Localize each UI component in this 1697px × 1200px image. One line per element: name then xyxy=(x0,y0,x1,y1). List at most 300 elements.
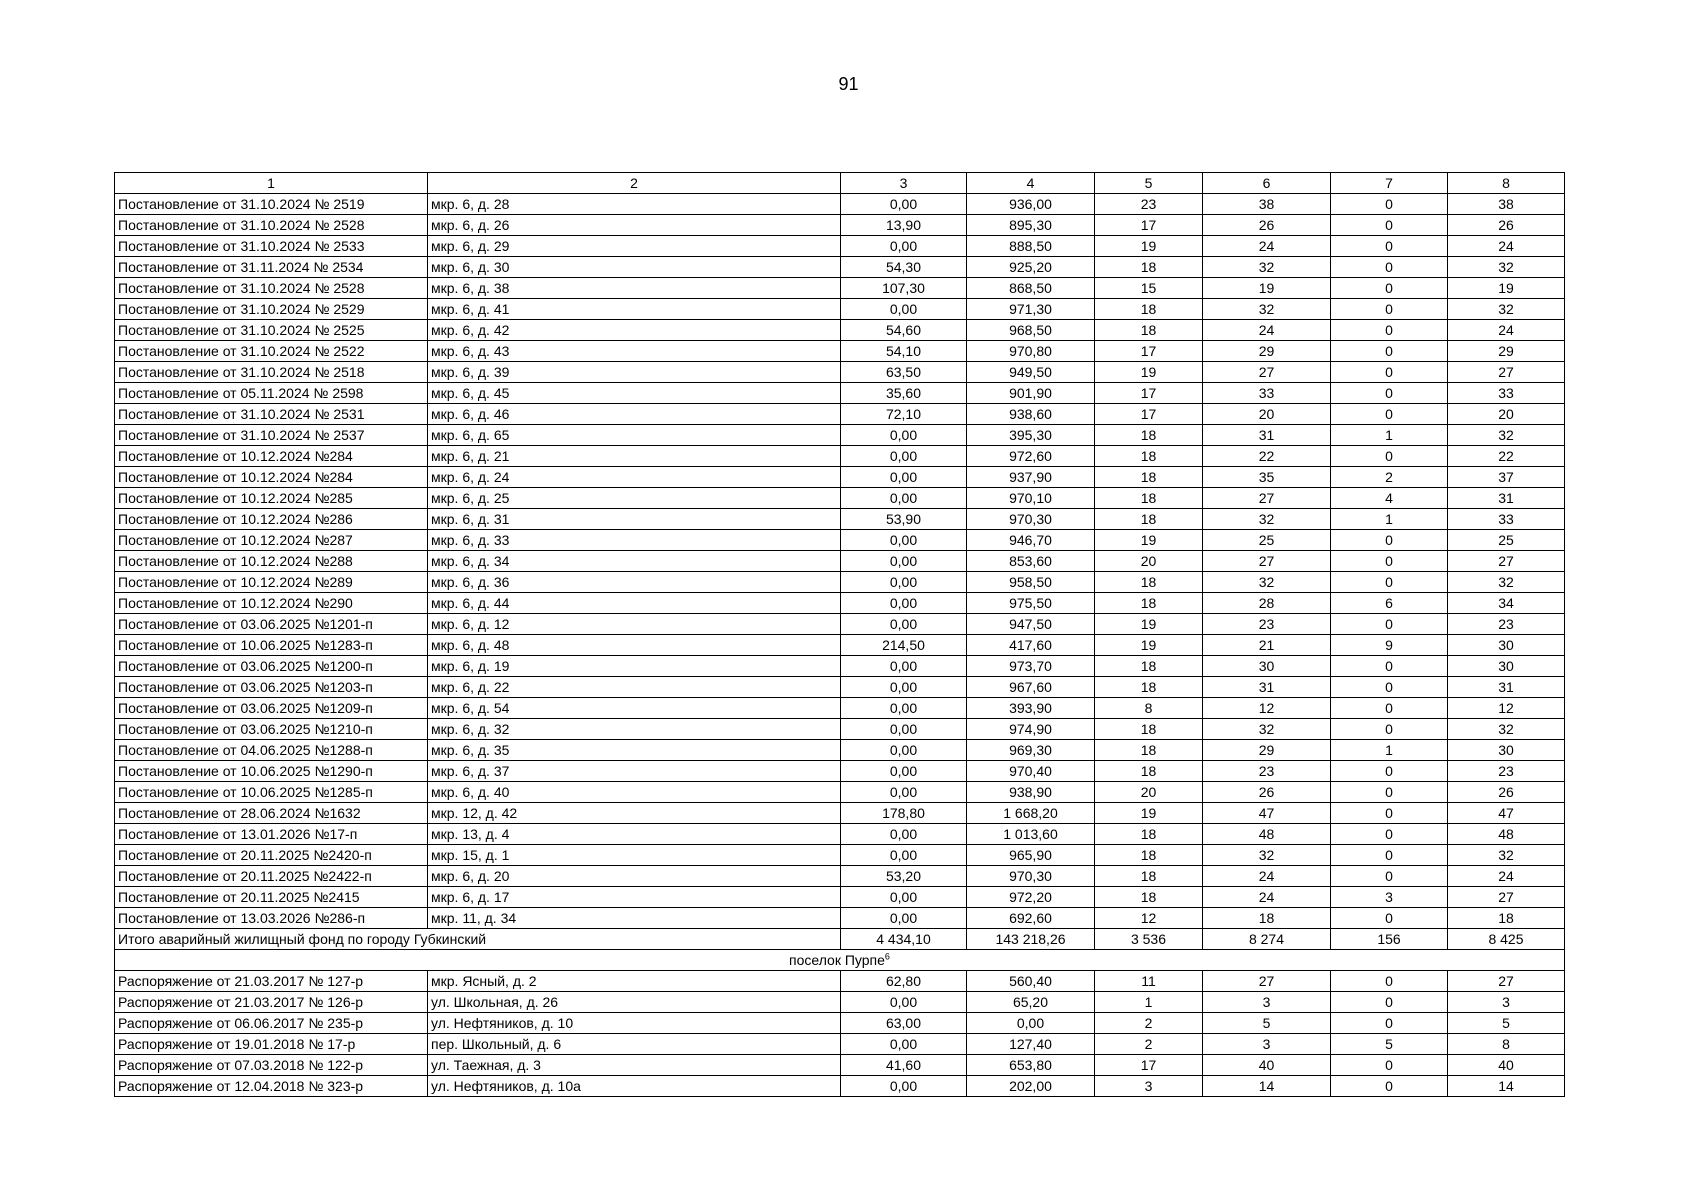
address-cell: мкр. 6, д. 43 xyxy=(428,341,841,362)
total-label: Итого аварийный жилищный фонд по городу Губкинский xyxy=(115,929,841,950)
value-cell-col-4: 853,60 xyxy=(967,551,1095,572)
document-cell: Постановление от 03.06.2025 №1200-п xyxy=(115,656,428,677)
address-cell: мкр. 6, д. 65 xyxy=(428,425,841,446)
value-cell-col-6: 24 xyxy=(1203,320,1331,341)
value-cell-col-4: 974,90 xyxy=(967,719,1095,740)
table-row xyxy=(115,593,1565,614)
value-cell-col-3: 0,00 xyxy=(841,698,967,719)
table-row xyxy=(115,320,1565,341)
value-cell-col-4: 965,90 xyxy=(967,845,1095,866)
value-cell-col-5: 18 xyxy=(1095,488,1203,509)
document-cell: Постановление от 03.06.2025 №1201-п xyxy=(115,614,428,635)
value-cell-col-8: 30 xyxy=(1448,656,1565,677)
value-cell-col-5: 20 xyxy=(1095,782,1203,803)
value-cell-col-8: 32 xyxy=(1448,719,1565,740)
value-cell-col-8: 29 xyxy=(1448,341,1565,362)
value-cell-col-5: 8 xyxy=(1095,698,1203,719)
value-cell-col-3: 107,30 xyxy=(841,278,967,299)
value-cell-col-7: 0 xyxy=(1331,383,1448,404)
value-cell-col-8: 26 xyxy=(1448,215,1565,236)
value-cell-col-4: 958,50 xyxy=(967,572,1095,593)
value-cell-col-5: 18 xyxy=(1095,299,1203,320)
value-cell-col-7: 0 xyxy=(1331,1055,1448,1076)
footnote-marker: 6 xyxy=(884,951,890,962)
value-cell-col-5: 18 xyxy=(1095,593,1203,614)
value-cell-col-5: 18 xyxy=(1095,740,1203,761)
value-cell-col-4: 967,60 xyxy=(967,677,1095,698)
address-cell: мкр. 6, д. 34 xyxy=(428,551,841,572)
address-cell: мкр. 6, д. 25 xyxy=(428,488,841,509)
value-cell-col-6: 35 xyxy=(1203,467,1331,488)
value-cell-col-4: 949,50 xyxy=(967,362,1095,383)
table-row xyxy=(115,719,1565,740)
value-cell-col-7: 0 xyxy=(1331,866,1448,887)
value-cell-col-6: 32 xyxy=(1203,299,1331,320)
value-cell-col-7: 0 xyxy=(1331,236,1448,257)
value-cell-col-7: 0 xyxy=(1331,215,1448,236)
value-cell-col-7: 1 xyxy=(1331,740,1448,761)
document-cell: Постановление от 31.10.2024 № 2528 xyxy=(115,215,428,236)
address-cell: мкр. 6, д. 33 xyxy=(428,530,841,551)
address-cell: мкр. 6, д. 38 xyxy=(428,278,841,299)
value-cell-col-3: 54,60 xyxy=(841,320,967,341)
address-cell: мкр. 6, д. 46 xyxy=(428,404,841,425)
value-cell-col-3: 0,00 xyxy=(841,782,967,803)
value-cell-col-8: 19 xyxy=(1448,278,1565,299)
table-row xyxy=(115,530,1565,551)
value-cell-col-3: 0,00 xyxy=(841,446,967,467)
value-cell-col-6: 31 xyxy=(1203,425,1331,446)
table-row xyxy=(115,971,1565,992)
value-cell-col-4: 901,90 xyxy=(967,383,1095,404)
value-cell-col-7: 0 xyxy=(1331,614,1448,635)
value-cell-col-5: 18 xyxy=(1095,761,1203,782)
value-cell-col-7: 1 xyxy=(1331,509,1448,530)
value-cell-col-6: 23 xyxy=(1203,761,1331,782)
value-cell-col-8: 38 xyxy=(1448,194,1565,215)
value-cell-col-3: 63,50 xyxy=(841,362,967,383)
value-cell-col-4: 127,40 xyxy=(967,1034,1095,1055)
value-cell-col-3: 178,80 xyxy=(841,803,967,824)
value-cell-col-5: 18 xyxy=(1095,824,1203,845)
value-cell-col-3: 0,00 xyxy=(841,551,967,572)
value-cell-col-6: 24 xyxy=(1203,866,1331,887)
column-number-1: 1 xyxy=(115,173,428,194)
column-number-8: 8 xyxy=(1448,173,1565,194)
value-cell-col-5: 23 xyxy=(1095,194,1203,215)
value-cell-col-6: 27 xyxy=(1203,551,1331,572)
value-cell-col-3: 0,00 xyxy=(841,593,967,614)
table-row xyxy=(115,677,1565,698)
value-cell-col-4: 895,30 xyxy=(967,215,1095,236)
document-cell: Постановление от 10.12.2024 №286 xyxy=(115,509,428,530)
table-row xyxy=(115,782,1565,803)
value-cell-col-6: 18 xyxy=(1203,908,1331,929)
value-cell-col-7: 4 xyxy=(1331,488,1448,509)
value-cell-col-4: 560,40 xyxy=(967,971,1095,992)
value-cell-col-5: 17 xyxy=(1095,215,1203,236)
total-value-col-5: 3 536 xyxy=(1095,929,1203,950)
value-cell-col-8: 32 xyxy=(1448,845,1565,866)
table-row xyxy=(115,824,1565,845)
value-cell-col-7: 0 xyxy=(1331,677,1448,698)
value-cell-col-3: 53,20 xyxy=(841,866,967,887)
value-cell-col-5: 1 xyxy=(1095,992,1203,1013)
value-cell-col-3: 0,00 xyxy=(841,572,967,593)
value-cell-col-5: 3 xyxy=(1095,1076,1203,1097)
value-cell-col-5: 19 xyxy=(1095,236,1203,257)
table-row xyxy=(115,551,1565,572)
value-cell-col-6: 38 xyxy=(1203,194,1331,215)
value-cell-col-6: 19 xyxy=(1203,278,1331,299)
value-cell-col-5: 18 xyxy=(1095,467,1203,488)
table-row xyxy=(115,194,1565,215)
value-cell-col-3: 0,00 xyxy=(841,1076,967,1097)
section-header-row xyxy=(115,950,1565,971)
total-value-col-3: 4 434,10 xyxy=(841,929,967,950)
value-cell-col-3: 62,80 xyxy=(841,971,967,992)
value-cell-col-3: 0,00 xyxy=(841,740,967,761)
value-cell-col-4: 968,50 xyxy=(967,320,1095,341)
value-cell-col-3: 54,30 xyxy=(841,257,967,278)
address-cell: мкр. 6, д. 17 xyxy=(428,887,841,908)
value-cell-col-5: 18 xyxy=(1095,446,1203,467)
value-cell-col-7: 0 xyxy=(1331,803,1448,824)
value-cell-col-5: 19 xyxy=(1095,530,1203,551)
value-cell-col-7: 0 xyxy=(1331,698,1448,719)
value-cell-col-6: 33 xyxy=(1203,383,1331,404)
address-cell: мкр. 6, д. 20 xyxy=(428,866,841,887)
document-cell: Распоряжение от 12.04.2018 № 323-р xyxy=(115,1076,428,1097)
table-row xyxy=(115,866,1565,887)
table-row xyxy=(115,740,1565,761)
value-cell-col-3: 0,00 xyxy=(841,677,967,698)
value-cell-col-6: 22 xyxy=(1203,446,1331,467)
value-cell-col-7: 0 xyxy=(1331,782,1448,803)
value-cell-col-6: 3 xyxy=(1203,1034,1331,1055)
value-cell-col-5: 18 xyxy=(1095,656,1203,677)
document-cell: Постановление от 10.06.2025 №1285-п xyxy=(115,782,428,803)
address-cell: мкр. 6, д. 21 xyxy=(428,446,841,467)
total-row xyxy=(115,929,1565,950)
address-cell: мкр. 6, д. 24 xyxy=(428,467,841,488)
value-cell-col-4: 947,50 xyxy=(967,614,1095,635)
value-cell-col-7: 0 xyxy=(1331,824,1448,845)
value-cell-col-6: 32 xyxy=(1203,845,1331,866)
address-cell: ул. Нефтяников, д. 10 xyxy=(428,1013,841,1034)
document-cell: Постановление от 20.11.2025 №2415 xyxy=(115,887,428,908)
column-number-2: 2 xyxy=(428,173,841,194)
address-cell: ул. Нефтяников, д. 10а xyxy=(428,1076,841,1097)
value-cell-col-4: 393,90 xyxy=(967,698,1095,719)
table-row xyxy=(115,698,1565,719)
table-row xyxy=(115,215,1565,236)
value-cell-col-4: 970,30 xyxy=(967,866,1095,887)
value-cell-col-3: 54,10 xyxy=(841,341,967,362)
value-cell-col-8: 40 xyxy=(1448,1055,1565,1076)
value-cell-col-6: 47 xyxy=(1203,803,1331,824)
value-cell-col-5: 2 xyxy=(1095,1013,1203,1034)
value-cell-col-4: 417,60 xyxy=(967,635,1095,656)
value-cell-col-7: 0 xyxy=(1331,845,1448,866)
value-cell-col-7: 0 xyxy=(1331,761,1448,782)
value-cell-col-5: 18 xyxy=(1095,320,1203,341)
address-cell: пер. Школьный, д. 6 xyxy=(428,1034,841,1055)
address-cell: мкр. 6, д. 42 xyxy=(428,320,841,341)
value-cell-col-3: 0,00 xyxy=(841,236,967,257)
value-cell-col-8: 31 xyxy=(1448,488,1565,509)
document-cell: Постановление от 04.06.2025 №1288-п xyxy=(115,740,428,761)
value-cell-col-5: 18 xyxy=(1095,866,1203,887)
document-cell: Постановление от 31.10.2024 № 2519 xyxy=(115,194,428,215)
address-cell: мкр. 6, д. 45 xyxy=(428,383,841,404)
value-cell-col-8: 48 xyxy=(1448,824,1565,845)
address-cell: мкр. 11, д. 34 xyxy=(428,908,841,929)
value-cell-col-8: 32 xyxy=(1448,257,1565,278)
address-cell: мкр. 6, д. 44 xyxy=(428,593,841,614)
table-row xyxy=(115,446,1565,467)
value-cell-col-4: 395,30 xyxy=(967,425,1095,446)
value-cell-col-7: 0 xyxy=(1331,719,1448,740)
value-cell-col-3: 0,00 xyxy=(841,656,967,677)
value-cell-col-4: 975,50 xyxy=(967,593,1095,614)
value-cell-col-5: 19 xyxy=(1095,362,1203,383)
value-cell-col-4: 970,40 xyxy=(967,761,1095,782)
value-cell-col-7: 0 xyxy=(1331,971,1448,992)
table-row xyxy=(115,572,1565,593)
column-number-3: 3 xyxy=(841,173,967,194)
column-number-header-row xyxy=(115,173,1565,194)
address-cell: мкр. 6, д. 28 xyxy=(428,194,841,215)
value-cell-col-8: 8 xyxy=(1448,1034,1565,1055)
document-cell: Распоряжение от 06.06.2017 № 235-р xyxy=(115,1013,428,1034)
table-row xyxy=(115,467,1565,488)
table-row xyxy=(115,908,1565,929)
value-cell-col-8: 47 xyxy=(1448,803,1565,824)
table-row xyxy=(115,383,1565,404)
value-cell-col-8: 37 xyxy=(1448,467,1565,488)
value-cell-col-6: 25 xyxy=(1203,530,1331,551)
value-cell-col-8: 31 xyxy=(1448,677,1565,698)
document-cell: Постановление от 20.11.2025 №2422-п xyxy=(115,866,428,887)
value-cell-col-5: 18 xyxy=(1095,425,1203,446)
document-cell: Постановление от 10.06.2025 №1290-п xyxy=(115,761,428,782)
document-cell: Постановление от 28.06.2024 №1632 xyxy=(115,803,428,824)
document-cell: Постановление от 31.11.2024 № 2534 xyxy=(115,257,428,278)
value-cell-col-3: 53,90 xyxy=(841,509,967,530)
document-cell: Постановление от 05.11.2024 № 2598 xyxy=(115,383,428,404)
value-cell-col-6: 27 xyxy=(1203,971,1331,992)
value-cell-col-3: 214,50 xyxy=(841,635,967,656)
address-cell: мкр. 6, д. 31 xyxy=(428,509,841,530)
address-cell: мкр. 6, д. 12 xyxy=(428,614,841,635)
address-cell: мкр. 12, д. 42 xyxy=(428,803,841,824)
value-cell-col-6: 30 xyxy=(1203,656,1331,677)
column-number-6: 6 xyxy=(1203,173,1331,194)
value-cell-col-6: 14 xyxy=(1203,1076,1331,1097)
address-cell: мкр. 6, д. 30 xyxy=(428,257,841,278)
value-cell-col-4: 972,20 xyxy=(967,887,1095,908)
value-cell-col-5: 17 xyxy=(1095,404,1203,425)
value-cell-col-7: 0 xyxy=(1331,341,1448,362)
value-cell-col-4: 970,80 xyxy=(967,341,1095,362)
value-cell-col-8: 27 xyxy=(1448,971,1565,992)
value-cell-col-4: 970,30 xyxy=(967,509,1095,530)
value-cell-col-7: 5 xyxy=(1331,1034,1448,1055)
value-cell-col-7: 1 xyxy=(1331,425,1448,446)
total-value-col-4: 143 218,26 xyxy=(967,929,1095,950)
table-row xyxy=(115,614,1565,635)
value-cell-col-4: 1 668,20 xyxy=(967,803,1095,824)
value-cell-col-8: 26 xyxy=(1448,782,1565,803)
document-cell: Постановление от 10.12.2024 №284 xyxy=(115,467,428,488)
total-value-col-6: 8 274 xyxy=(1203,929,1331,950)
value-cell-col-6: 5 xyxy=(1203,1013,1331,1034)
table-row xyxy=(115,278,1565,299)
emergency-housing-table xyxy=(114,172,1565,1097)
value-cell-col-8: 33 xyxy=(1448,383,1565,404)
value-cell-col-4: 946,70 xyxy=(967,530,1095,551)
value-cell-col-7: 0 xyxy=(1331,1076,1448,1097)
table-row xyxy=(115,761,1565,782)
value-cell-col-5: 18 xyxy=(1095,719,1203,740)
total-value-col-8: 8 425 xyxy=(1448,929,1565,950)
value-cell-col-4: 938,60 xyxy=(967,404,1095,425)
value-cell-col-5: 19 xyxy=(1095,803,1203,824)
value-cell-col-8: 32 xyxy=(1448,425,1565,446)
value-cell-col-6: 26 xyxy=(1203,782,1331,803)
value-cell-col-8: 32 xyxy=(1448,572,1565,593)
value-cell-col-7: 0 xyxy=(1331,1013,1448,1034)
value-cell-col-6: 24 xyxy=(1203,887,1331,908)
value-cell-col-3: 0,00 xyxy=(841,719,967,740)
table-row xyxy=(115,656,1565,677)
value-cell-col-3: 0,00 xyxy=(841,761,967,782)
value-cell-col-8: 34 xyxy=(1448,593,1565,614)
document-cell: Постановление от 13.03.2026 №286-п xyxy=(115,908,428,929)
value-cell-col-6: 26 xyxy=(1203,215,1331,236)
value-cell-col-8: 22 xyxy=(1448,446,1565,467)
value-cell-col-7: 0 xyxy=(1331,908,1448,929)
value-cell-col-3: 0,00 xyxy=(841,887,967,908)
value-cell-col-6: 3 xyxy=(1203,992,1331,1013)
value-cell-col-7: 0 xyxy=(1331,446,1448,467)
value-cell-col-4: 202,00 xyxy=(967,1076,1095,1097)
value-cell-col-3: 0,00 xyxy=(841,299,967,320)
table-row xyxy=(115,1076,1565,1097)
value-cell-col-3: 0,00 xyxy=(841,1034,967,1055)
value-cell-col-5: 19 xyxy=(1095,614,1203,635)
document-cell: Постановление от 03.06.2025 №1210-п xyxy=(115,719,428,740)
document-cell: Постановление от 13.01.2026 №17-п xyxy=(115,824,428,845)
section-title: поселок Пурпе xyxy=(789,952,885,968)
document-cell: Постановление от 31.10.2024 № 2518 xyxy=(115,362,428,383)
document-cell: Постановление от 10.12.2024 №287 xyxy=(115,530,428,551)
value-cell-col-6: 48 xyxy=(1203,824,1331,845)
page-number: 91 xyxy=(838,74,859,94)
value-cell-col-7: 6 xyxy=(1331,593,1448,614)
value-cell-col-4: 1 013,60 xyxy=(967,824,1095,845)
address-cell: мкр. 6, д. 39 xyxy=(428,362,841,383)
value-cell-col-8: 18 xyxy=(1448,908,1565,929)
value-cell-col-7: 0 xyxy=(1331,320,1448,341)
value-cell-col-8: 27 xyxy=(1448,887,1565,908)
address-cell: мкр. Ясный, д. 2 xyxy=(428,971,841,992)
value-cell-col-5: 15 xyxy=(1095,278,1203,299)
value-cell-col-5: 18 xyxy=(1095,509,1203,530)
value-cell-col-8: 24 xyxy=(1448,866,1565,887)
value-cell-col-3: 41,60 xyxy=(841,1055,967,1076)
document-cell: Постановление от 10.12.2024 №290 xyxy=(115,593,428,614)
value-cell-col-4: 970,10 xyxy=(967,488,1095,509)
value-cell-col-3: 0,00 xyxy=(841,488,967,509)
table-row xyxy=(115,341,1565,362)
value-cell-col-6: 28 xyxy=(1203,593,1331,614)
value-cell-col-5: 2 xyxy=(1095,1034,1203,1055)
value-cell-col-5: 18 xyxy=(1095,572,1203,593)
table-row xyxy=(115,236,1565,257)
address-cell: мкр. 15, д. 1 xyxy=(428,845,841,866)
document-cell: Распоряжение от 21.03.2017 № 127-р xyxy=(115,971,428,992)
document-cell: Постановление от 03.06.2025 №1203-п xyxy=(115,677,428,698)
address-cell: мкр. 6, д. 19 xyxy=(428,656,841,677)
document-cell: Постановление от 10.06.2025 №1283-п xyxy=(115,635,428,656)
document-cell: Постановление от 31.10.2024 № 2533 xyxy=(115,236,428,257)
document-cell: Постановление от 10.12.2024 №289 xyxy=(115,572,428,593)
document-cell: Постановление от 31.10.2024 № 2529 xyxy=(115,299,428,320)
value-cell-col-6: 23 xyxy=(1203,614,1331,635)
value-cell-col-5: 17 xyxy=(1095,1055,1203,1076)
value-cell-col-8: 23 xyxy=(1448,761,1565,782)
value-cell-col-6: 21 xyxy=(1203,635,1331,656)
address-cell: мкр. 6, д. 40 xyxy=(428,782,841,803)
value-cell-col-5: 11 xyxy=(1095,971,1203,992)
value-cell-col-5: 18 xyxy=(1095,257,1203,278)
section-title-cell xyxy=(115,950,1565,971)
value-cell-col-6: 31 xyxy=(1203,677,1331,698)
value-cell-col-8: 14 xyxy=(1448,1076,1565,1097)
value-cell-col-4: 868,50 xyxy=(967,278,1095,299)
document-cell: Постановление от 10.12.2024 №284 xyxy=(115,446,428,467)
address-cell: мкр. 13, д. 4 xyxy=(428,824,841,845)
value-cell-col-7: 0 xyxy=(1331,278,1448,299)
address-cell: мкр. 6, д. 32 xyxy=(428,719,841,740)
value-cell-col-7: 0 xyxy=(1331,362,1448,383)
address-cell: мкр. 6, д. 29 xyxy=(428,236,841,257)
value-cell-col-8: 20 xyxy=(1448,404,1565,425)
value-cell-col-8: 24 xyxy=(1448,320,1565,341)
address-cell: ул. Школьная, д. 26 xyxy=(428,992,841,1013)
value-cell-col-7: 0 xyxy=(1331,992,1448,1013)
value-cell-col-5: 17 xyxy=(1095,383,1203,404)
document-cell: Распоряжение от 07.03.2018 № 122-р xyxy=(115,1055,428,1076)
table-row xyxy=(115,1034,1565,1055)
value-cell-col-3: 0,00 xyxy=(841,194,967,215)
column-number-7: 7 xyxy=(1331,173,1448,194)
value-cell-col-3: 0,00 xyxy=(841,908,967,929)
value-cell-col-7: 0 xyxy=(1331,194,1448,215)
document-cell: Постановление от 20.11.2025 №2420-п xyxy=(115,845,428,866)
value-cell-col-4: 0,00 xyxy=(967,1013,1095,1034)
value-cell-col-8: 5 xyxy=(1448,1013,1565,1034)
value-cell-col-6: 32 xyxy=(1203,572,1331,593)
table-row xyxy=(115,425,1565,446)
value-cell-col-5: 18 xyxy=(1095,887,1203,908)
value-cell-col-7: 9 xyxy=(1331,635,1448,656)
address-cell: мкр. 6, д. 26 xyxy=(428,215,841,236)
document-cell: Распоряжение от 21.03.2017 № 126-р xyxy=(115,992,428,1013)
value-cell-col-4: 653,80 xyxy=(967,1055,1095,1076)
